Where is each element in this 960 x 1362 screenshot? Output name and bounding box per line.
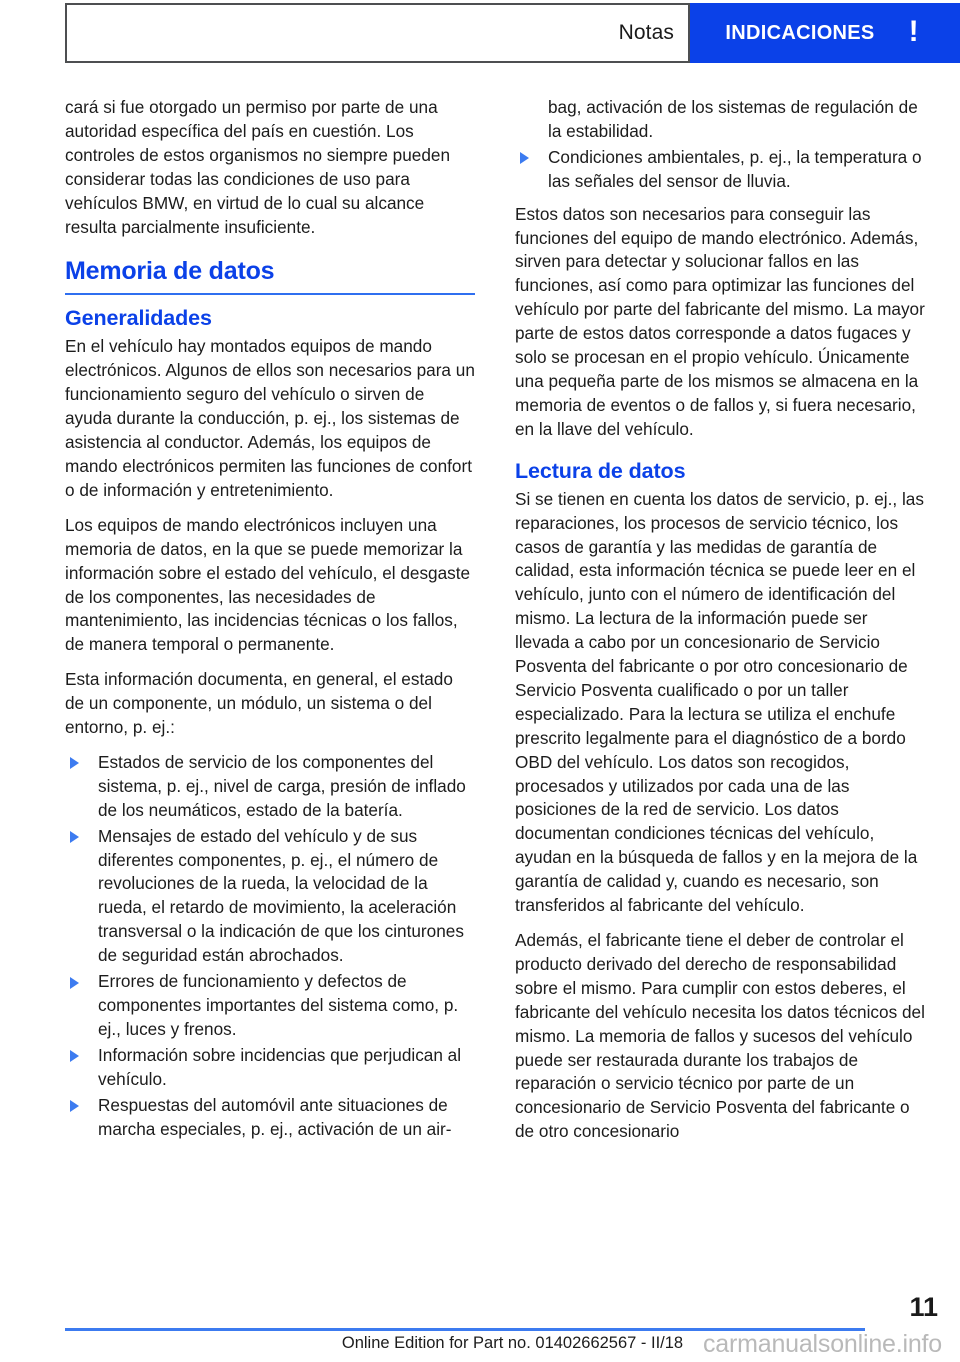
list-item-label: Mensajes de estado del vehículo y de sus diferentes componentes, p. ej., el número de revoluciones de la rueda, la velocidad de la rueda, el retardo de movimiento, la aceleración transversal o la indicación de que los cinturones de seguridad están abrochados. <box>98 825 464 966</box>
paragraph-intro: cará si fue otorgado un permiso por parte de una autoridad específica del país en cuestión. Los controles de estos organismos no siempre pueden considerar todas las condiciones de uso para vehículos BMW, en virtud de lo cual su alcance resulta parcialmente insuficiente. <box>65 97 451 237</box>
page-footer <box>65 1282 960 1362</box>
list-item-label: Respuestas del automóvil ante situaciones de marcha especiales, p. ej., activación de un air- <box>98 1094 452 1139</box>
page-content <box>65 96 930 1282</box>
list-item <box>65 825 475 968</box>
notes-label: Notas <box>618 21 674 44</box>
list-item-label: Estados de servicio de los componentes del sistema, p. ej., nivel de carga, presión de inflado de los neumáticos, estado de la batería. <box>98 751 466 820</box>
triangle-bullet-icon <box>70 977 79 989</box>
right-column <box>515 96 925 1282</box>
paragraph: Esta información documenta, en general, el estado de un componente, un módulo, un sistema o del entorno, p. ej.: <box>65 669 453 738</box>
left-column <box>65 96 475 1282</box>
paragraph: En el vehículo hay montados equipos de mando electrónicos. Algunos de ellos son necesarios para un funcionamiento seguro del vehículo o sirven de ayuda durante la conducción, p. ej., los sistemas de asistencia al conductor. Además, los equipos de mando electrónicos permiten las funciones de confort o de información y entretenimiento. <box>65 336 475 500</box>
paragraph: Además, el fabricante tiene el deber de controlar el producto derivado del derecho de responsabilidad sobre el mismo. Para cumplir con estos deberes, el fabricante del vehículo necesita los datos técnicos del mismo. La memoria de fallos y sucesos del vehículo puede ser restaurada durante los trabajos de reparación o servicio técnico por parte de un concesionario de Servicio Posventa del fabricante o de otro concesionario <box>515 930 925 1142</box>
section-tab-label: INDICACIONES <box>725 21 875 44</box>
triangle-bullet-icon <box>70 831 79 843</box>
edition-notice: Online Edition for Part no. 01402662567 - II/18 <box>341 1334 684 1352</box>
paragraph: Los equipos de mando electrónicos incluyen una memoria de datos, en la que se puede memorizar la información sobre el estado del vehículo, el desgaste de los componentes, las necesidades de mantenimiento, las incidencias técnicas o los fallos, de manera temporal o permanente. <box>65 514 471 655</box>
list-item-label: Información sobre incidencias que perjudican al vehículo. <box>98 1044 462 1089</box>
list-item <box>65 751 475 823</box>
notes-box <box>65 3 690 63</box>
section-tab-indicaciones <box>690 3 960 63</box>
triangle-bullet-icon <box>70 1050 79 1062</box>
triangle-bullet-icon <box>70 1100 79 1112</box>
list-item <box>65 1094 475 1142</box>
list-item <box>515 146 925 194</box>
list-item <box>65 970 475 1042</box>
list-item-label: Condiciones ambientales, p. ej., la temperatura o las señales del sensor de lluvia. <box>548 146 922 191</box>
page-number: 11 <box>909 1292 938 1322</box>
subsection-heading-generalidades: Generalidades <box>65 306 212 331</box>
bullet-list <box>65 751 475 1142</box>
watermark: carmanualsonline.info <box>702 1330 942 1358</box>
exclamation-icon: ! <box>908 15 919 48</box>
section-heading-memoria-de-datos: Memoria de datos <box>65 256 475 295</box>
triangle-bullet-icon <box>70 757 79 769</box>
bullet-list <box>515 146 925 194</box>
triangle-bullet-icon <box>520 152 529 164</box>
page-header <box>65 3 960 63</box>
subsection-heading-lectura-de-datos: Lectura de datos <box>515 458 686 483</box>
list-item <box>65 1044 475 1092</box>
paragraph: Estos datos son necesarios para conseguir las funciones del equipo de mando electrónico. Además, sirven para detectar y solucionar fallos en las funciones, así como para optimizar las funciones del vehículo por parte del fabricante del mismo. La mayor parte de estos datos corresponde a datos fugaces y solo se procesan en el propio vehículo. Únicamente una pequeña parte de los mismos se almacena en la memoria de eventos o de fallos y, si fuera necesario, en la llave del vehículo. <box>515 203 925 439</box>
list-item-continuation: bag, activación de los sistemas de regulación de la estabilidad. <box>548 97 918 141</box>
paragraph: Si se tienen en cuenta los datos de servicio, p. ej., las reparaciones, los procesos de servicio técnico, los casos de garantía y las medidas de garantía de calidad, esta información técnica se puede leer en el vehículo, junto con el número de identificación del mismo. La lectura de la información puede ser llevada a cabo por un concesionario de Servicio Posventa del fabricante o por otro concesionario de Servicio Posventa cualificado o por un taller especializado. Para la lectura se utiliza el enchufe prescrito legalmente para el diagnóstico de a bordo OBD del vehículo. Los datos son recogidos, procesados y utilizados por cada una de las posiciones de la red de servicio. Los datos documentan condiciones técnicas del vehículo, ayudan en la búsqueda de fallos y en la mejora de la garantía de calidad y, cuando es necesario, son transferidos al fabricante del vehículo. <box>515 488 924 916</box>
list-item-label: Errores de funcionamiento y defectos de componentes importantes del sistema como, p. ej., luces y frenos. <box>98 971 459 1039</box>
